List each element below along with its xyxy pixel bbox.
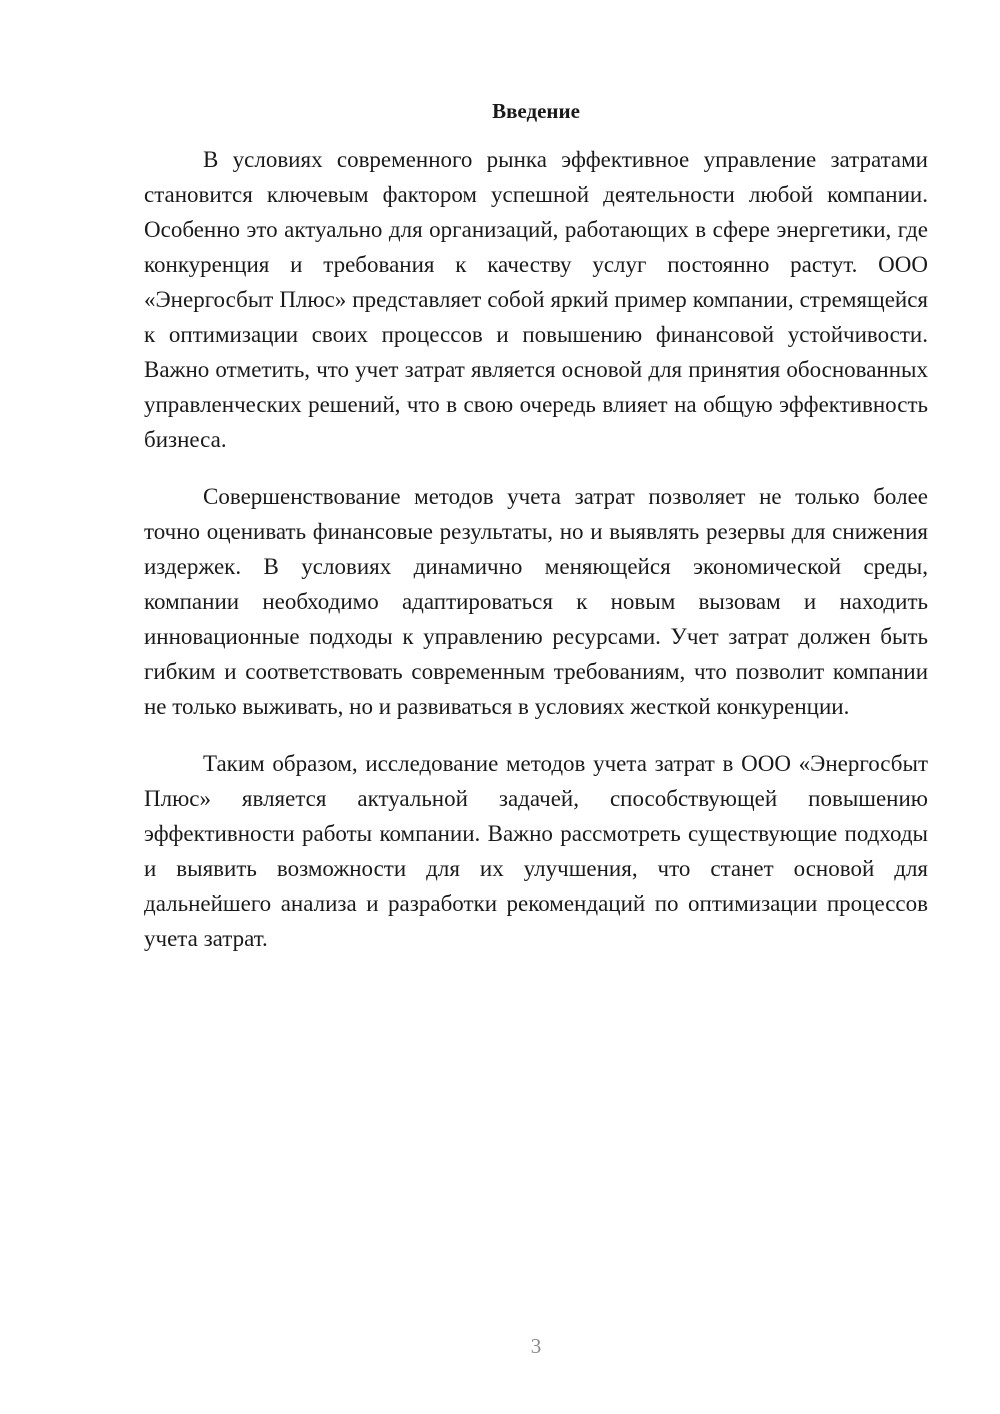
paragraph-2: Совершенствование методов учета затрат позволяет не только более точно оценивать финансовые результаты, но и выявлять резервы для снижения издержек. В условиях динамично меняющейся экономической среды, компании необходимо адаптироваться к новым вызовам и находить инновационные подходы к управлению ресурсами. Учет затрат должен быть гибким и соответствовать современным требованиям, что позволит компании не только выживать, но и развиваться в условиях жесткой конкуренции. (144, 484, 928, 719)
paragraph-3: Таким образом, исследование методов учета затрат в ООО «Энергосбыт Плюс» является актуальной задачей, способствующей повышению эффективности работы компании. Важно рассмотреть существующие подходы и выявить возможности для их улучшения, что станет основой для дальнейшего анализа и разработки рекомендаций по оптимизации процессов учета затрат. (144, 751, 928, 951)
page-number: 3 (530, 1334, 542, 1358)
section-heading: Введение (492, 99, 580, 123)
paragraph-1: В условиях современного рынка эффективное управление затратами становится ключевым фактором успешной деятельности любой компании. Особенно это актуально для организаций, работающих в сфере энергетики, где конкуренция и требования к качеству услуг постоянно растут. ООО «Энергосбыт Плюс» представляет собой яркий пример компании, стремящейся к оптимизации своих процессов и повышению финансовой устойчивости. Важно отметить, что учет затрат является основой для принятия обоснованных управленческих решений, что в свою очередь влияет на общую эффективность бизнеса. (144, 147, 928, 452)
body-text (144, 142, 928, 978)
